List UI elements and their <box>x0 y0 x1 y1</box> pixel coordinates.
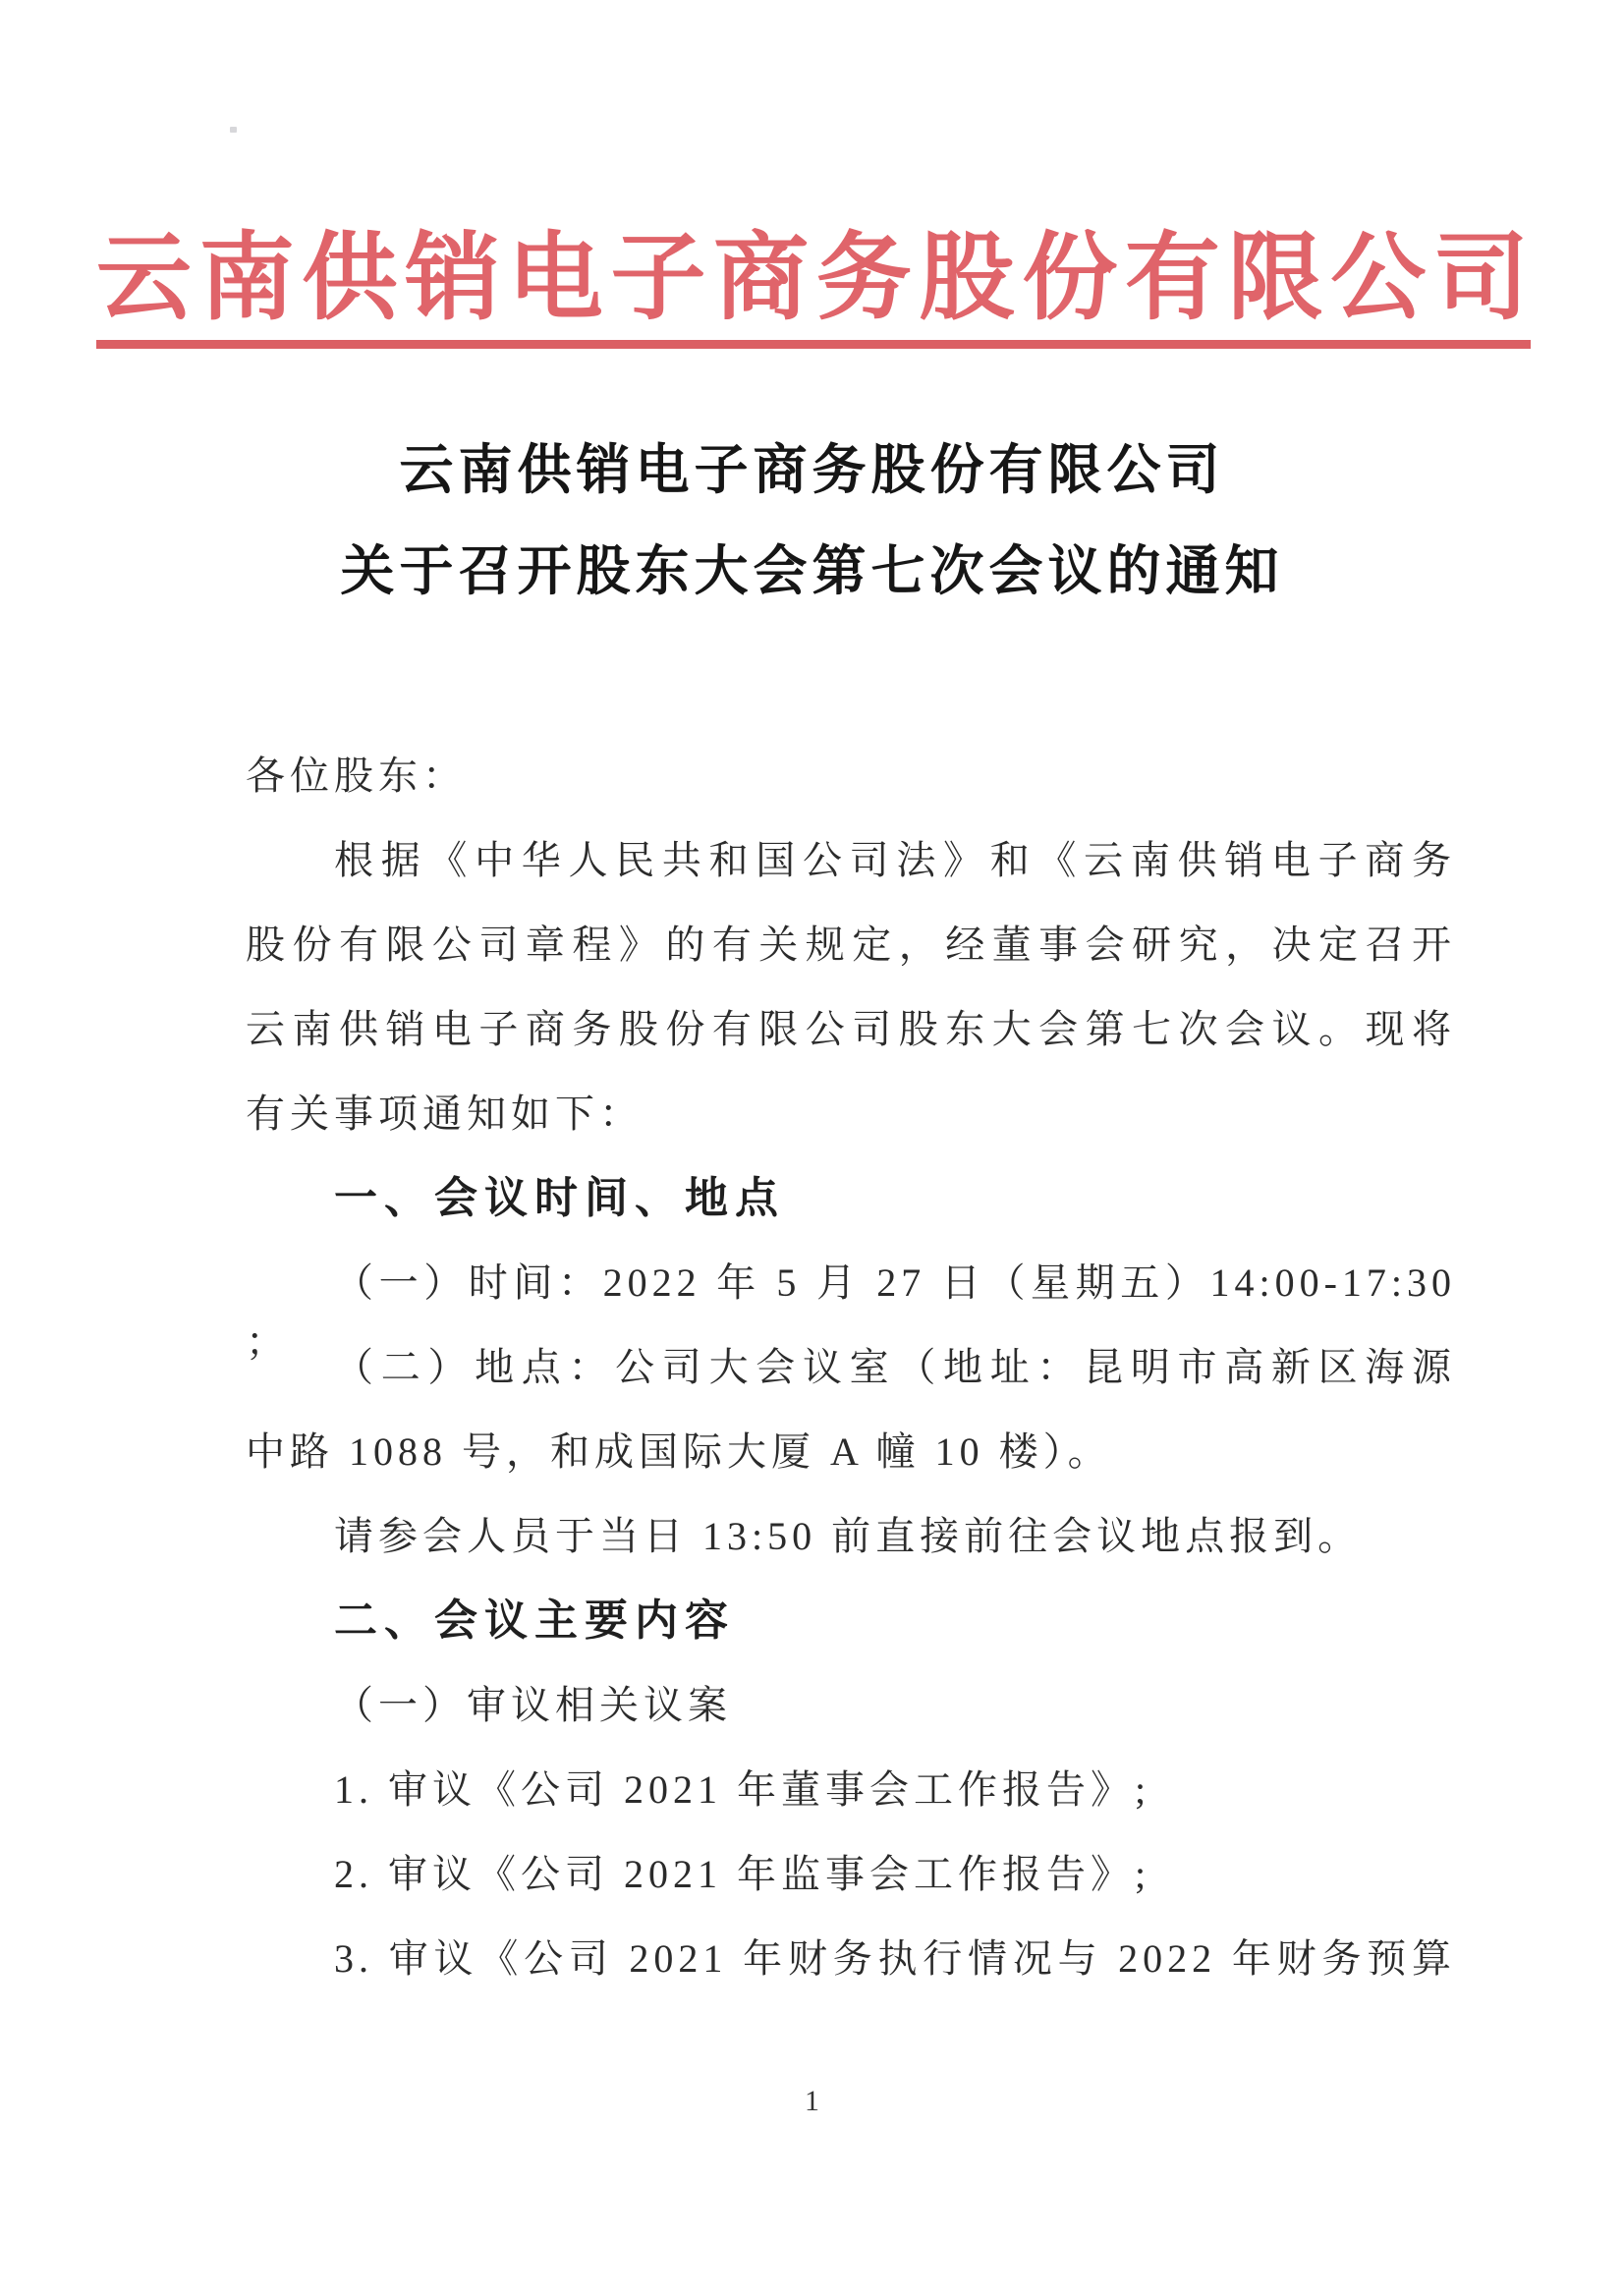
document-title-line1: 云南供销电子商务股份有限公司 <box>399 440 1225 500</box>
letterhead-underline <box>96 340 1531 349</box>
meeting-time-line: （一）时间：2022 年 5 月 27 日（星期五）14:00-17:30 ； <box>246 1260 1456 1364</box>
page-number: 1 <box>805 2085 819 2117</box>
intro-paragraph-line3: 云南供销电子商务股份有限公司股东大会第七次会议。现将 <box>246 1007 1456 1051</box>
intro-paragraph-line2: 股份有限公司章程》的有关规定，经董事会研究，决定召开 <box>246 923 1456 967</box>
salutation-line: 各位股东： <box>246 754 467 798</box>
agenda-item-3: 3. 审议《公司 2021 年财务执行情况与 2022 年财务预算 <box>334 1936 1456 1981</box>
document-title <box>0 436 1624 606</box>
checkin-note-line: 请参会人员于当日 13:50 前直接前往会议地点报到。 <box>334 1514 1363 1558</box>
company-letterhead: 云南供销电子商务股份有限公司 <box>96 226 1531 331</box>
agenda-item-1: 1. 审议《公司 2021 年董事会工作报告》; <box>334 1767 1151 1812</box>
title-line-gap <box>0 505 1624 537</box>
intro-paragraph-line4: 有关事项通知如下： <box>246 1092 644 1136</box>
notice-body <box>246 747 1456 2014</box>
section2-heading: 二、会议主要内容 <box>334 1596 735 1645</box>
intro-paragraph-line1: 根据《中华人民共和国公司法》和《云南供销电子商务 <box>334 838 1456 882</box>
section1-heading: 一、会议时间、地点 <box>334 1174 785 1222</box>
document-title-line2: 关于召开股东大会第七次会议的通知 <box>340 541 1284 601</box>
agenda-item-2: 2. 审议《公司 2021 年监事会工作报告》; <box>334 1852 1151 1896</box>
meeting-location-line2: 中路 1088 号，和成国际大厦 A 幢 10 楼）。 <box>246 1429 1112 1474</box>
scan-artifact-speck <box>230 127 237 133</box>
meeting-location-line1: （二）地点：公司大会议室（地址：昆明市高新区海源 <box>334 1345 1456 1389</box>
subsection-heading: （一）审议相关议案 <box>334 1683 732 1727</box>
